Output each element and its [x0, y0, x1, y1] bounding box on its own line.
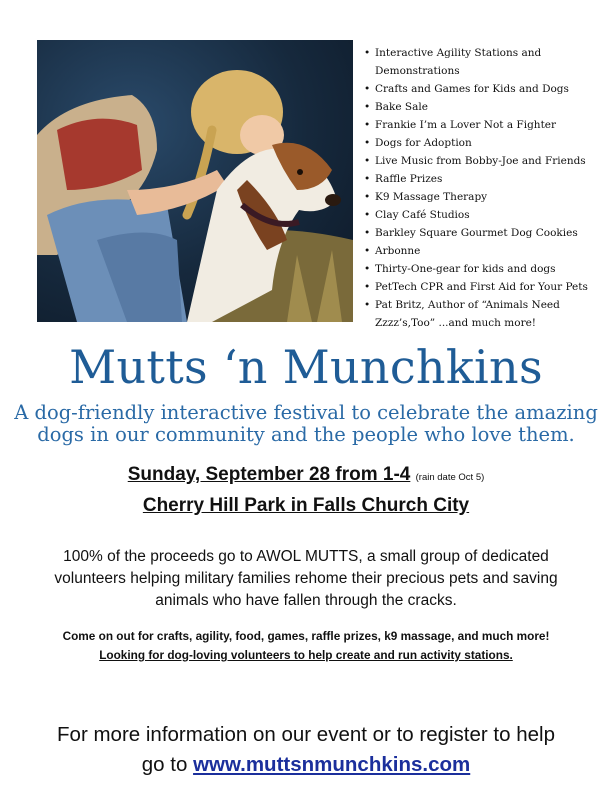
list-item: [364, 152, 610, 170]
feature-list: [364, 44, 610, 332]
website-link[interactable]: www.muttsnmunchkins.com: [193, 753, 471, 776]
feature-text-cont: Demonstrations: [375, 65, 460, 77]
list-item: [364, 134, 610, 152]
list-item: [364, 278, 610, 296]
feature-text: Interactive Agility Stations and: [375, 47, 542, 59]
proceeds-line: volunteers helping military families rehome their precious pets and saving: [54, 570, 558, 587]
proceeds-line: 100% of the proceeds go to AWOL MUTTS, a small group of dedicated: [63, 548, 549, 565]
list-item: [364, 116, 610, 134]
link-prefix: go to: [141, 753, 194, 776]
date-text: Sunday, September 28 from 1-4: [127, 464, 411, 485]
feature-text: K9 Massage Therapy: [375, 191, 488, 203]
volunteers-text: Looking for dog-loving volunteers to help create and run activity stations.: [99, 648, 513, 662]
event-tagline: [6, 402, 606, 446]
tagline-line: dogs in our community and the people who love them.: [37, 423, 575, 446]
proceeds-paragraph: [30, 546, 582, 612]
tagline-line: A dog-friendly interactive festival to celebrate the amazing: [14, 401, 598, 424]
feature-text: Dogs for Adoption: [375, 137, 472, 149]
more-info-text: For more information on our event or to register to help: [57, 723, 555, 746]
list-item: [364, 170, 610, 188]
list-item: [364, 98, 610, 116]
list-item: [364, 80, 610, 98]
feature-text: Pat Britz, Author of “Animals Need: [375, 299, 560, 311]
list-item: [364, 188, 610, 206]
feature-text: Barkley Square Gourmet Dog Cookies: [375, 227, 578, 239]
feature-text: Clay Café Studios: [375, 209, 470, 221]
event-title: Mutts ‘n Munchkins: [69, 340, 543, 394]
come-out-text: Come on out for crafts, agility, food, games, raffle prizes, k9 massage, and much more!: [62, 629, 550, 643]
list-item: [364, 206, 610, 224]
list-item: [364, 260, 610, 278]
feature-text-cont: Zzzz’s,Too” ...and much more!: [375, 317, 537, 329]
rain-date: (rain date Oct 5): [415, 472, 485, 483]
event-date: [0, 464, 612, 486]
list-item: [364, 242, 610, 260]
proceeds-line: animals who have fallen through the cracks.: [155, 592, 457, 609]
feature-text: Crafts and Games for Kids and Dogs: [375, 83, 569, 95]
feature-text: Frankie I’m a Lover Not a Fighter: [375, 119, 557, 131]
feature-text: Raffle Prizes: [375, 173, 443, 185]
feature-text: Bake Sale: [375, 101, 428, 113]
feature-text: Live Music from Bobby-Joe and Friends: [375, 155, 586, 167]
girl-kissing-dog-photo: [37, 40, 353, 322]
more-info-link-line: [0, 753, 612, 777]
feature-text: Thirty-One-gear for kids and dogs: [375, 263, 556, 275]
list-item: [364, 44, 610, 80]
feature-text: PetTech CPR and First Aid for Your Pets: [375, 281, 588, 293]
event-location: Cherry Hill Park in Falls Church City: [142, 495, 470, 516]
list-item: [364, 224, 610, 242]
list-item: [364, 296, 610, 332]
feature-text: Arbonne: [375, 245, 421, 257]
